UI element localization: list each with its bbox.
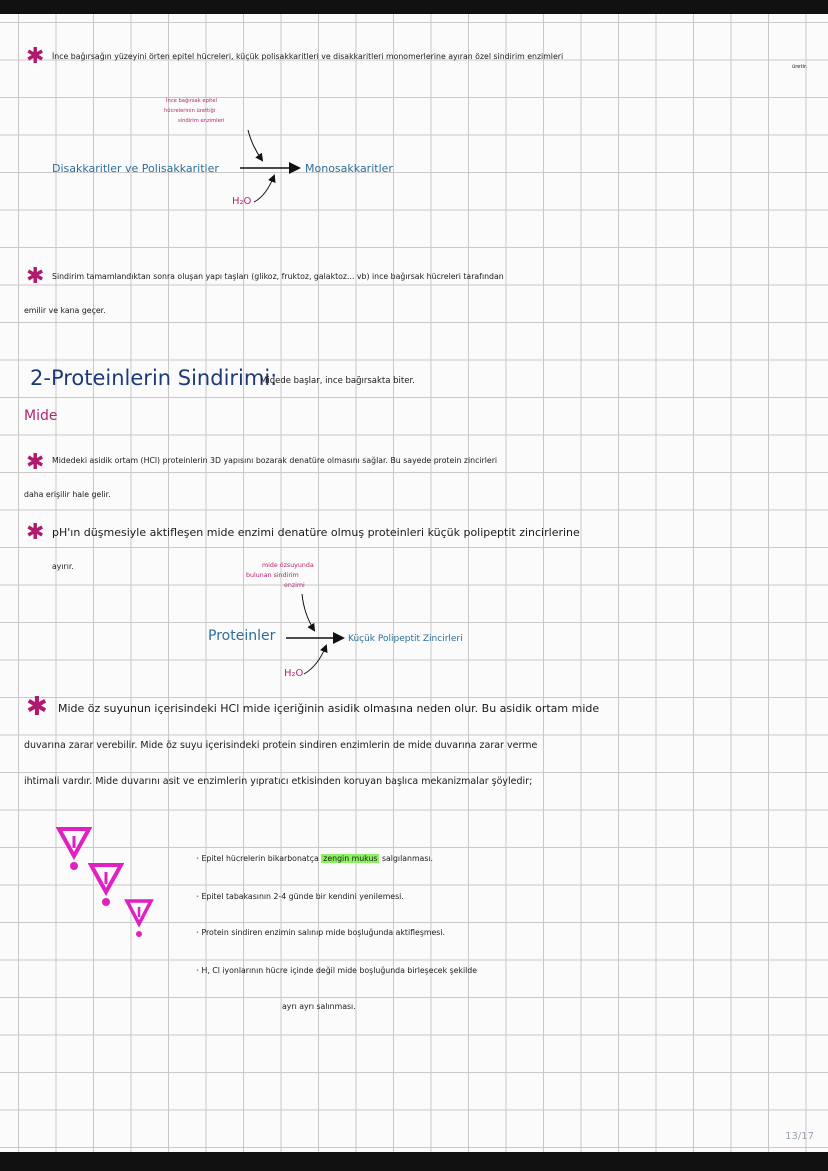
diagram1-reactant: Disakkaritler ve Polisakkaritler bbox=[52, 162, 219, 175]
section-2-subtitle: Midede başlar, ince bağırsakta biter. bbox=[260, 376, 415, 386]
paragraph-1-end: üretir. bbox=[792, 64, 808, 70]
star-bullet-icon: ✱ bbox=[26, 692, 48, 722]
diagram-arrows bbox=[0, 14, 828, 1152]
mide-paragraph-3-line-1: Mide öz suyunun içerisindeki HCl mide içeriğinin asidik olmasına neden olur. Bu asidik ortam mide bbox=[58, 702, 600, 715]
diagram1-product: Monosakkaritler bbox=[305, 162, 393, 175]
page-number: 13/17 bbox=[785, 1131, 814, 1142]
mide-paragraph-1-line-1: Midedeki asidik ortam (HCl) proteinlerin 3D yapısını bozarak denatüre olmasını sağlar. Bu sayede protein zincirleri bbox=[52, 456, 498, 465]
star-bullet-icon: ✱ bbox=[26, 450, 45, 475]
bullet-dot: · bbox=[196, 928, 199, 937]
paragraph-1: İnce bağırsağın yüzeyini örten epitel hücreleri, küçük polisakkaritleri ve disakkaritleri monomerlerine ayıran özel sindirim enzimleri bbox=[52, 52, 564, 61]
diagram1-note-2: hücrelerinin ürettiği bbox=[164, 108, 216, 114]
diagram1-water: H₂O bbox=[232, 196, 252, 207]
mide-paragraph-3-line-3: ihtimali vardır. Mide duvarını asit ve enzimlerin yıpratıcı etkisinden koruyan başlıca mekanizmalar şöyledir; bbox=[24, 776, 533, 787]
paragraph-2-line-1: Sindirim tamamlandıktan sonra oluşan yapı taşları (glikoz, fruktoz, galaktoz... vb) ince bağırsak hücreleri tarafından bbox=[52, 272, 504, 281]
bullet-5-text: ayrı ayrı salınması. bbox=[282, 1002, 356, 1011]
bullet-4-text: H, Cl iyonlarının hücre içinde değil mide boşluğunda birleşecek şekilde bbox=[201, 966, 478, 975]
bullet-dot: · bbox=[196, 854, 199, 863]
mide-paragraph-2-line-2: ayırır. bbox=[52, 562, 74, 571]
section-2-title: 2-Proteinlerin Sindirimi: bbox=[30, 366, 278, 390]
mide-paragraph-1-line-2: daha erişilir hale gelir. bbox=[24, 490, 111, 499]
bullet-1-pre: Epitel hücrelerin bikarbonatça bbox=[201, 854, 319, 863]
diagram2-water: H₂O bbox=[284, 668, 304, 679]
notebook-page bbox=[0, 14, 828, 1152]
bullet-dot: · bbox=[196, 892, 199, 901]
bullet-2-text: Epitel tabakasının 2-4 günde bir kendini yenilemesi. bbox=[201, 892, 404, 901]
bullet-1-highlight: zengin mukus bbox=[323, 854, 378, 863]
mide-heading: Mide bbox=[24, 408, 58, 424]
bullet-dot: · bbox=[196, 966, 199, 975]
paragraph-2-line-2: emilir ve kana geçer. bbox=[24, 306, 106, 315]
mide-paragraph-2-line-1: pH'ın düşmesiyle aktifleşen mide enzimi denatüre olmuş proteinleri küçük polipeptit zincirlerine bbox=[52, 526, 580, 539]
star-bullet-icon: ✱ bbox=[26, 520, 45, 545]
mide-paragraph-3-line-2: duvarına zarar verebilir. Mide öz suyu içerisindeki protein sindiren enzimlerin de mide duvarına zarar verme bbox=[24, 740, 538, 751]
diagram1-note-3: sindirim enzimleri bbox=[178, 118, 225, 124]
diagram2-product: Küçük Polipeptit Zincirleri bbox=[348, 634, 463, 644]
star-bullet-icon: ✱ bbox=[26, 44, 45, 69]
bullet-1-post: salgılanması. bbox=[381, 854, 434, 863]
diagram2-note-1: mide özsuyunda bbox=[262, 562, 314, 569]
diagram2-reactant: Proteinler bbox=[208, 628, 276, 644]
star-bullet-icon: ✱ bbox=[26, 264, 45, 289]
diagram1-note-1: İnce bağırsak epitel bbox=[166, 98, 217, 104]
bullet-3-text: Protein sindiren enzimin salınıp mide boşluğunda aktifleşmesi. bbox=[201, 928, 445, 937]
diagram2-note-3: enzimi bbox=[284, 582, 305, 589]
diagram2-note-2: bulunan sindirim bbox=[246, 572, 299, 579]
